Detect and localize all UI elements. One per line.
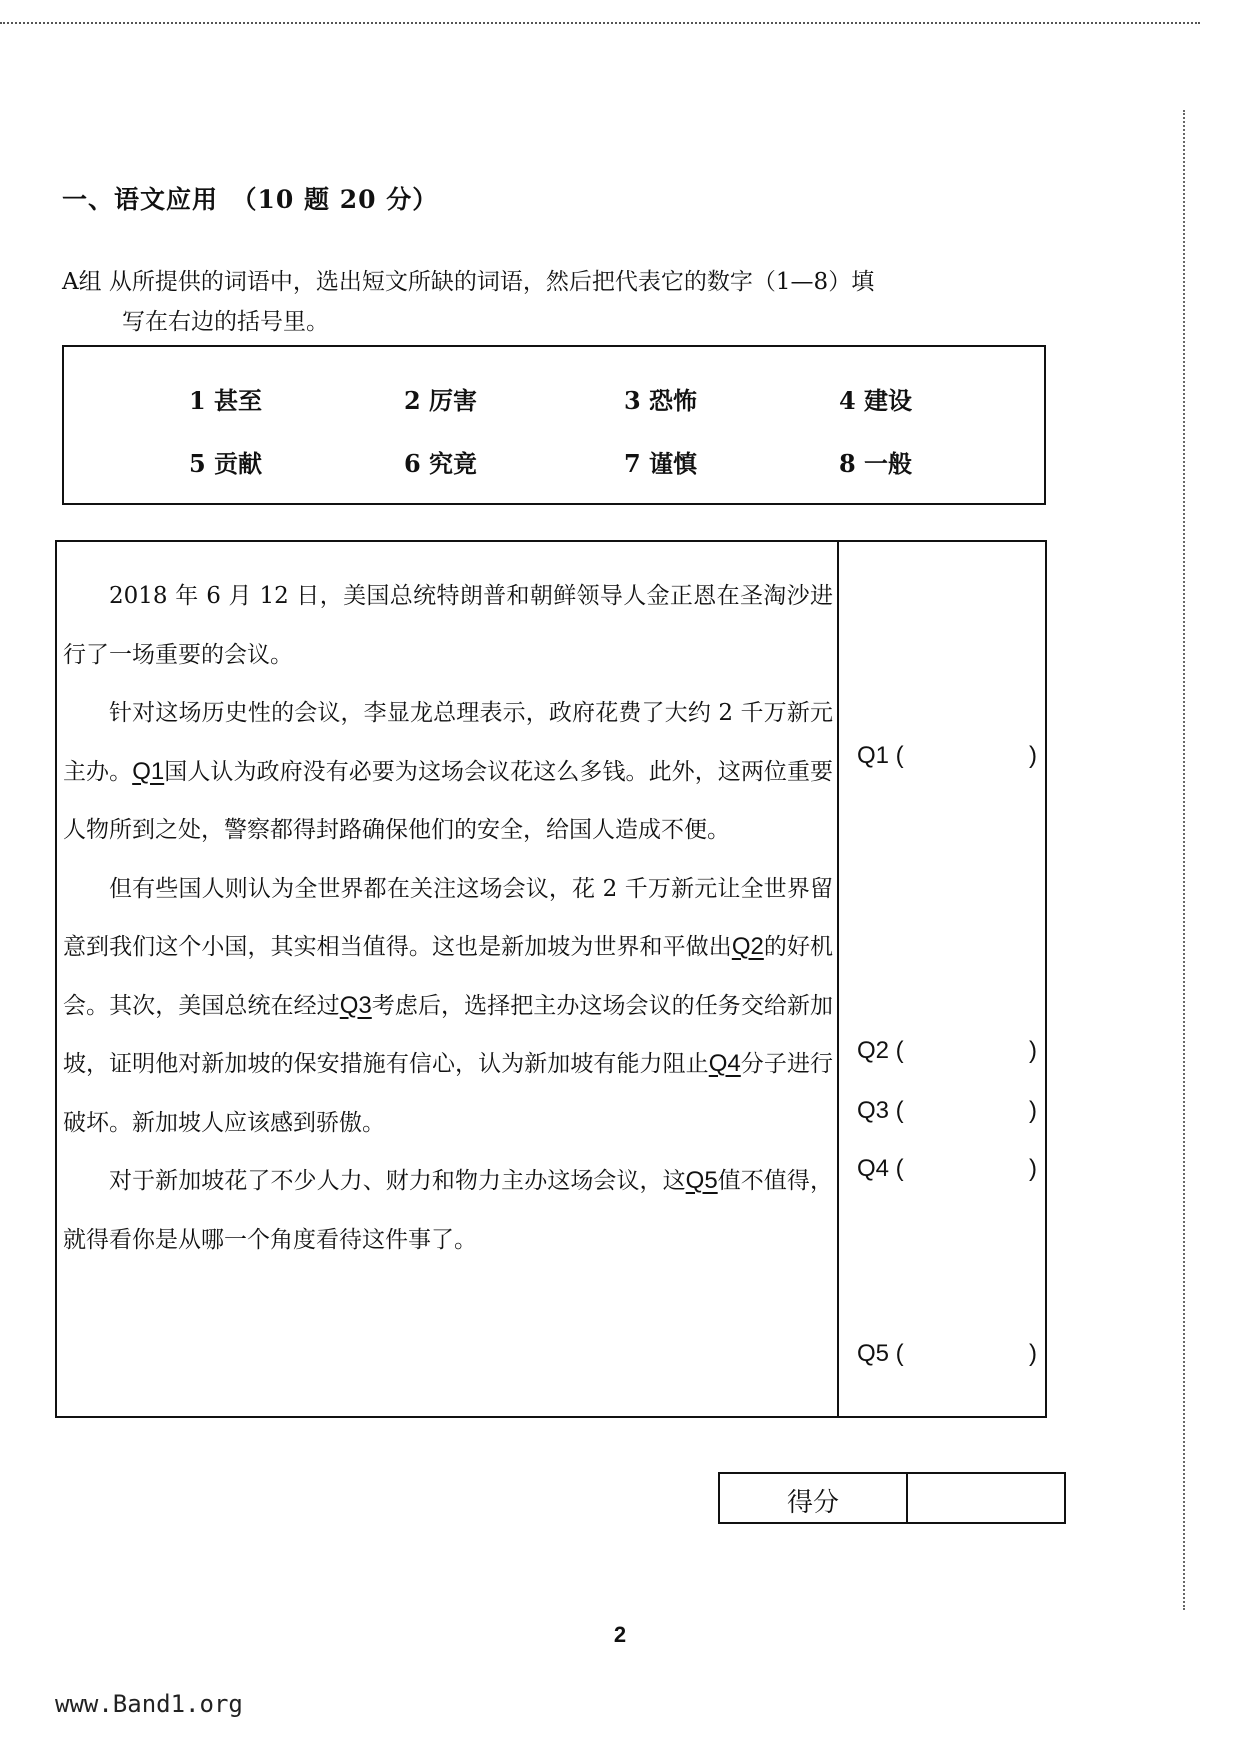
word-option-1: 1 甚至 [189,386,263,415]
instruction-line-2: 写在右边的括号里。 [122,309,329,335]
watermark: www.Band1.org [55,1690,243,1718]
passage-text [63,567,833,1269]
paragraph-3: 但有些国人则认为全世界都在关注这场会议，花 2 千万新元让全世界留意到我们这个小国，其实相当值得。这也是新加坡为世界和平做出Q2的好机会。其次，美国总统在经过Q3考虑后，选择把主办这场会议的任务交给新加坡，证明他对新加坡的保安措施有信心，认为新加坡有能力阻止Q4分子进行破坏。新加坡人应该感到骄傲。 [63,875,834,1136]
word-option-3: 3 恐怖 [624,386,698,415]
blank-q4: Q4 [708,1050,741,1077]
word-option-5: 5 贡献 [189,449,263,478]
answer-slot-q3[interactable]: Q3 ( ) [857,1097,1037,1124]
blank-q3: Q3 [339,991,372,1019]
page-number: 2 [613,1622,627,1647]
answer-slot-q4[interactable]: Q4 ( ) [857,1155,1037,1182]
score-box [718,1472,1066,1524]
word-option-2: 2 厉害 [404,386,478,415]
blank-q1: Q1 [132,757,165,785]
paragraph-4: 对于新加坡花了不少人力、财力和物力主办这场会议，这Q5值不值得，就得看你是从哪一个角度看待这件事了。 [63,1167,834,1253]
answer-slot-q2[interactable]: Q2 ( ) [857,1037,1037,1064]
blank-q2: Q2 [731,933,764,960]
scan-border-right [1183,110,1185,1610]
instruction-line-1: A组 从所提供的词语中，选出短文所缺的词语，然后把代表它的数字（1—8）填 [62,269,875,295]
word-bank [62,345,1046,505]
column-divider [837,542,839,1416]
passage-table [55,540,1047,1418]
paragraph-2: 针对这场历史性的会议，李显龙总理表示，政府花费了大约 2 千万新元主办。Q1国人认为政府没有必要为这场会议花这么多钱。此外，这两位重要人物所到之处，警察都得封路确保他们的安全，给国人造成不便。 [63,700,834,843]
word-option-6: 6 究竟 [404,449,478,478]
instructions [62,262,1062,342]
section-title: 一、语文应用 （10 题 20 分） [62,185,439,214]
score-label: 得分 [786,1488,839,1518]
word-option-7: 7 谨慎 [624,449,698,478]
answer-slot-q5[interactable]: Q5 ( ) [857,1340,1037,1367]
scan-border-top [0,22,1200,24]
paragraph-1: 2018 年 6 月 12 日，美国总统特朗普和朝鲜领导人金正恩在圣淘沙进行了一场重要的会议。 [63,583,833,668]
word-option-8: 8 一般 [839,449,913,478]
blank-q5: Q5 [685,1167,718,1194]
score-divider [906,1474,908,1522]
word-option-4: 4 建设 [839,386,913,415]
answer-slot-q1[interactable]: Q1 ( ) [857,742,1037,769]
